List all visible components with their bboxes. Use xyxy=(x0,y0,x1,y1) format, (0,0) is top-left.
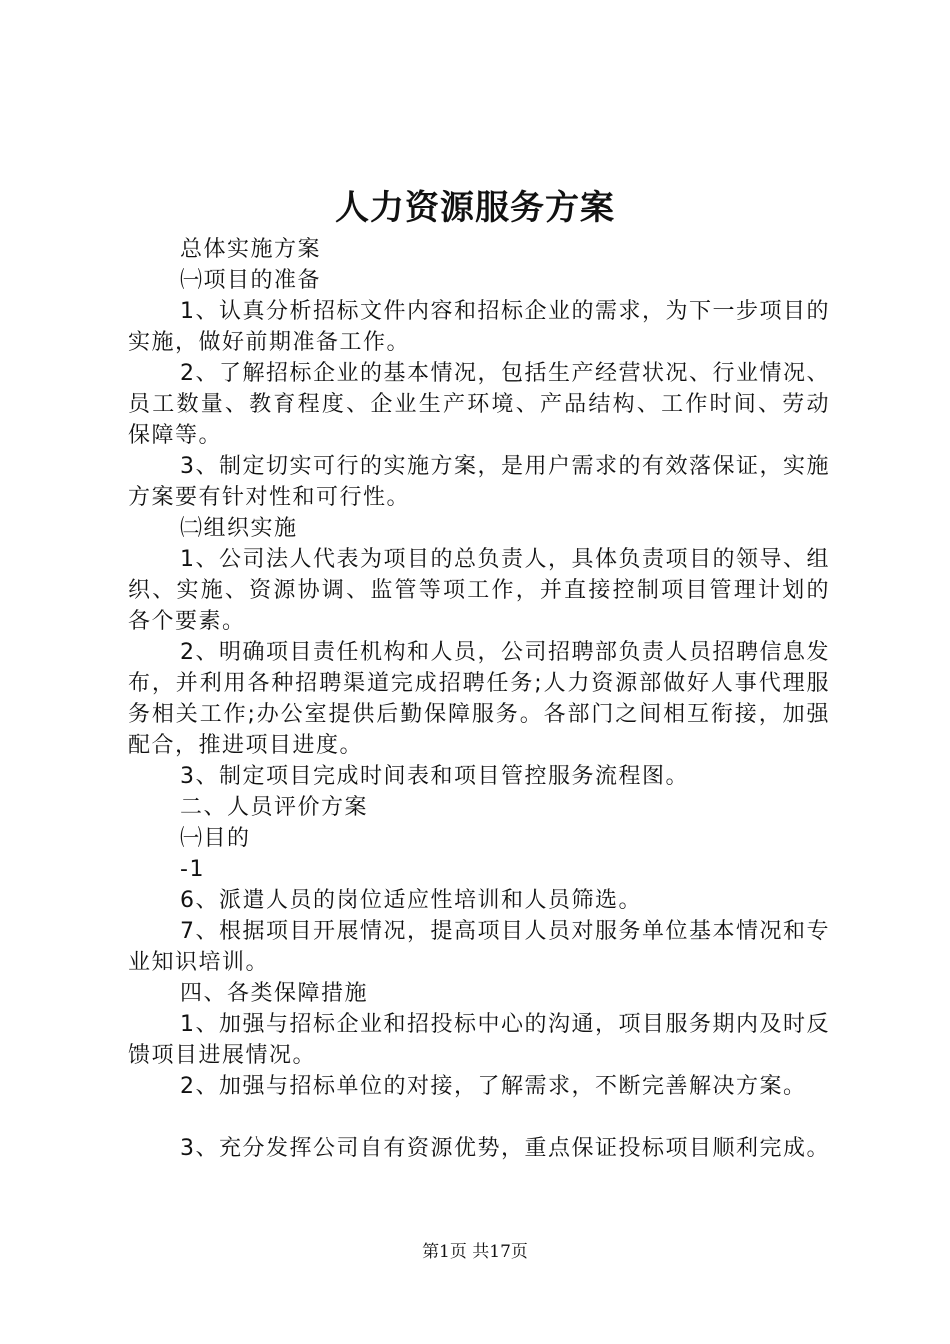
paragraph: -1 xyxy=(180,857,205,882)
paragraph: 3、制定切实可行的实施方案，是用户需求的有效落保证，实施方案要有针对性和可行性。 xyxy=(128,454,830,510)
document-title: 人力资源服务方案 xyxy=(335,188,615,228)
section-heading-safeguards: 四、各类保障措施 xyxy=(180,981,369,1006)
section-heading-personnel-evaluation: 二、人员评价方案 xyxy=(180,795,369,820)
paragraph: 2、了解招标企业的基本情况，包括生产经营状况、行业情况、员工数量、教育程度、企业生产环境、产品结构、工作时间、劳动保障等。 xyxy=(128,361,830,448)
paragraph: 1、认真分析招标文件内容和招标企业的需求，为下一步项目的实施，做好前期准备工作。 xyxy=(128,299,830,355)
subsection-heading-purpose: ㈠目的 xyxy=(180,826,251,851)
section-heading-overall-plan: 总体实施方案 xyxy=(180,237,322,262)
paragraph: 2、明确项目责任机构和人员，公司招聘部负责人员招聘信息发布，并利用各种招聘渠道完成招聘任务;人力资源部做好人事代理服务相关工作;办公室提供后勤保障服务。各部门之间相互衔接，加强配合，推进项目进度。 xyxy=(128,640,830,758)
document-body xyxy=(128,234,830,1164)
paragraph: 1、加强与招标企业和招投标中心的沟通，项目服务期内及时反馈项目进展情况。 xyxy=(128,1012,830,1068)
paragraph: 3、制定项目完成时间表和项目管控服务流程图。 xyxy=(180,764,689,789)
subsection-heading-preparation: ㈠项目的准备 xyxy=(180,268,322,293)
paragraph: 7、根据项目开展情况，提高项目人员对服务单位基本情况和专业知识培训。 xyxy=(128,919,830,975)
paragraph: 2、加强与招标单位的对接，了解需求，不断完善解决方案。 xyxy=(180,1074,807,1099)
subsection-heading-organization: ㈡组织实施 xyxy=(180,516,298,541)
paragraph: 3、充分发挥公司自有资源优势，重点保证投标项目顺利完成。 xyxy=(180,1136,830,1161)
paragraph: 1、公司法人代表为项目的总负责人，具体负责项目的领导、组织、实施、资源协调、监管等项工作，并直接控制项目管理计划的各个要素。 xyxy=(128,547,830,634)
page-number-footer: 第1页 共17页 xyxy=(422,1242,528,1262)
paragraph: 6、派遣人员的岗位适应性培训和人员筛选。 xyxy=(180,888,642,913)
